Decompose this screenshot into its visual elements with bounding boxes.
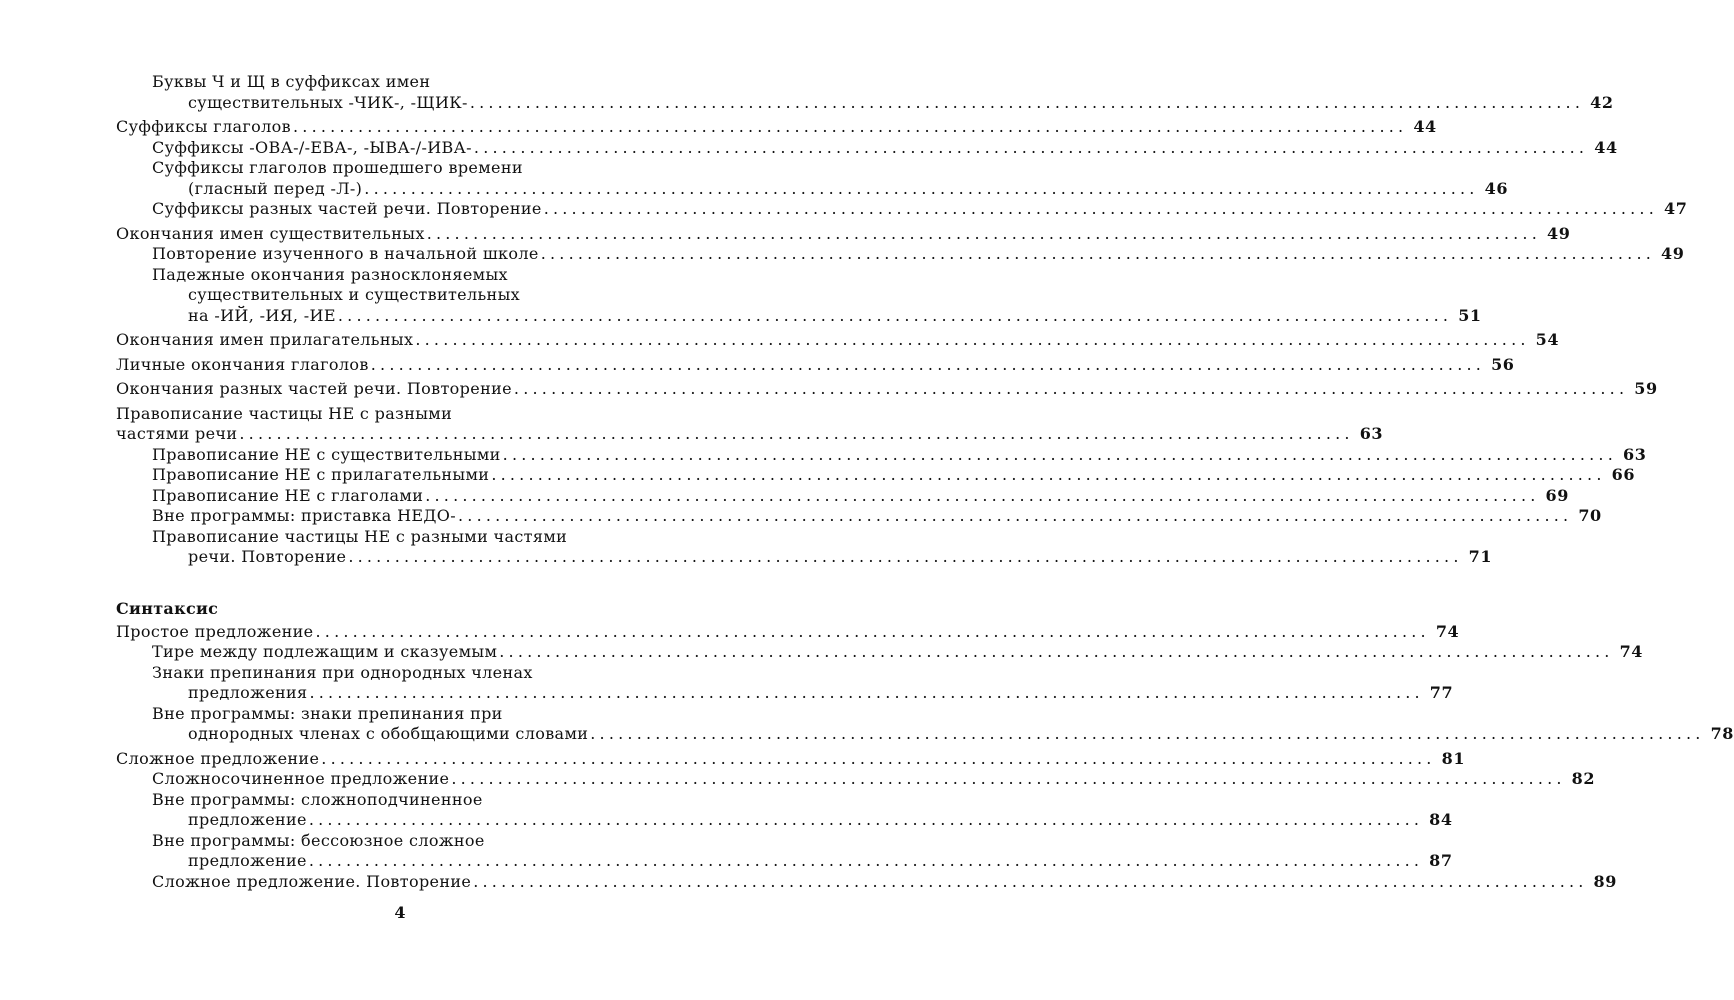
toc-page-number: 56	[1491, 354, 1515, 374]
toc-entry	[116, 662, 1454, 704]
toc-page-number: 46	[1484, 178, 1509, 198]
toc-page-number: 54	[1535, 330, 1560, 349]
toc-entry-text: на -ИЙ, -ИЯ, -ИЕ	[188, 305, 336, 325]
toc-page-number: 47	[1664, 199, 1688, 218]
toc-entry	[116, 642, 1644, 663]
toc-page-number: 78	[1710, 724, 1734, 743]
toc-entry	[116, 703, 1734, 745]
toc-entry-text: Сложное предложение	[116, 748, 320, 768]
dot-leader: ........................................................................................................................	[513, 379, 1629, 398]
dot-leader: ........................................................................................................................	[502, 444, 1617, 464]
dot-leader: ........................................................................................................................	[491, 465, 1606, 484]
toc-entry-text: Правописание НЕ с существительными	[152, 444, 501, 464]
toc-entry-text: Окончания разных частей речи. Повторение	[116, 379, 512, 398]
dot-leader: ........................................................................................................................	[308, 851, 1424, 870]
dot-leader: ........................................................................................................................	[451, 769, 1566, 788]
toc-entry	[116, 244, 1685, 265]
toc-entry	[116, 117, 1437, 138]
dot-leader: ........................................................................................................................	[458, 506, 1573, 525]
dot-leader: ........................................................................................................................	[308, 810, 1424, 829]
toc-entry-text: существительных -ЧИК-, -ЩИК-	[188, 92, 468, 112]
toc-entry-text: Повторение изученного в начальной школе	[152, 244, 539, 263]
toc-entry-text: Правописание частицы НЕ с разными	[116, 403, 453, 423]
toc-page-number: 74	[1619, 642, 1644, 661]
toc-page-number: 44	[1413, 117, 1437, 136]
toc-entry	[116, 769, 1596, 790]
toc-entry-text: частями речи	[116, 424, 238, 443]
toc-entry-row	[116, 621, 1460, 643]
toc-entry	[116, 354, 1515, 376]
toc-entry-text: Вне программы: знаки препинания при	[152, 703, 503, 723]
toc-entry	[116, 403, 1384, 445]
toc-entry-text: Правописание частицы НЕ с разными частями	[152, 526, 568, 546]
toc-entry-text: речи. Повторение	[188, 547, 347, 566]
toc-entry-row	[152, 444, 1647, 466]
dot-leader: ........................................................................................................................	[590, 724, 1705, 743]
toc-entry-row	[152, 810, 1453, 831]
toc-entry-text: Сложносочиненное предложение	[152, 769, 450, 788]
toc-entry-row	[152, 305, 1482, 327]
toc-entry-row	[116, 330, 1560, 351]
toc-entry	[116, 72, 1614, 113]
dot-leader: ........................................................................................................................	[499, 642, 1614, 661]
toc-entry-row	[116, 354, 1515, 376]
toc-entry-text: Суффиксы глаголов	[116, 117, 292, 136]
toc-entry-text: Суффиксы глаголов прошедшего времени	[152, 158, 523, 177]
dot-leader: ........................................................................................................................	[321, 748, 1436, 768]
dot-leader: ........................................................................................................................	[337, 305, 1453, 325]
toc-entry-row	[116, 223, 1571, 245]
table-of-contents	[116, 72, 1734, 892]
dot-leader: ........................................................................................................................	[415, 330, 1530, 349]
dot-leader: ........................................................................................................................	[469, 92, 1585, 112]
dot-leader: ........................................................................................................................	[364, 178, 1479, 198]
dot-leader: ........................................................................................................................	[473, 871, 1588, 891]
page-number: 4	[394, 903, 406, 922]
toc-entry-row	[152, 642, 1644, 663]
toc-page-number: 42	[1590, 92, 1614, 112]
toc-entry-text: Простое предложение	[116, 621, 314, 641]
toc-entry-text: Окончания имен существительных	[116, 223, 425, 243]
dot-leader: ........................................................................................................................	[473, 137, 1589, 157]
toc-entry	[116, 264, 1482, 327]
toc-page-number: 69	[1545, 485, 1569, 505]
toc-page-number: 74	[1435, 621, 1460, 641]
toc-page-number: 87	[1429, 851, 1453, 870]
toc-entry-text: Вне программы: бессоюзное сложное	[152, 830, 485, 850]
toc-entry-text: существительных и существительных	[188, 285, 521, 304]
toc-entry	[116, 830, 1453, 872]
toc-entry	[116, 506, 1602, 527]
toc-entry-text: (гласный перед -Л-)	[188, 178, 363, 198]
toc-entry	[116, 158, 1509, 199]
toc-entry-row	[152, 724, 1734, 745]
toc-entry-row	[116, 424, 1384, 445]
toc-entry-row	[152, 199, 1688, 220]
toc-entry-row	[116, 379, 1658, 400]
toc-entry-text: Правописание НЕ с глаголами	[152, 485, 424, 505]
toc-entry-row	[152, 769, 1596, 790]
dot-leader: ........................................................................................................................	[239, 424, 1354, 443]
toc-entry-row	[152, 851, 1453, 872]
toc-page-number: 63	[1359, 424, 1384, 443]
toc-entry-text: Буквы Ч и Щ в суффиксах имен	[152, 72, 431, 91]
dot-leader: ........................................................................................................................	[370, 354, 1486, 374]
toc-page-number: 59	[1634, 379, 1658, 398]
toc-entry	[116, 444, 1647, 466]
toc-entry	[116, 748, 1466, 770]
dot-leader: ........................................................................................................................	[425, 485, 1540, 505]
toc-entry	[116, 137, 1618, 159]
dot-leader: ........................................................................................................................	[540, 244, 1656, 263]
toc-page-number: 70	[1578, 506, 1602, 525]
toc-page-number: 77	[1429, 683, 1454, 702]
toc-entry-row	[116, 117, 1437, 138]
toc-page-number: 89	[1593, 871, 1618, 891]
toc-entry-text: предложение	[188, 851, 307, 870]
toc-entry-row	[152, 506, 1602, 527]
toc-entry-text: Суффиксы разных частей речи. Повторение	[152, 199, 542, 218]
toc-entry-row	[152, 244, 1685, 265]
toc-page-number: 81	[1441, 748, 1466, 768]
toc-entry-text: однородных членах с обобщающими словами	[188, 724, 589, 743]
toc-entry-row	[152, 871, 1618, 893]
toc-page-number: 49	[1661, 244, 1685, 263]
toc-entry	[116, 330, 1560, 351]
section-title-syntax: Синтаксис	[116, 598, 219, 618]
toc-page-number: 71	[1468, 547, 1493, 566]
toc-entry-text: предложение	[188, 810, 307, 829]
toc-entry	[116, 789, 1453, 831]
toc-entry-text: Суффиксы -ОВА-/-ЕВА-, -ЫВА-/-ИВА-	[152, 137, 472, 157]
toc-entry-text: Знаки препинания при однородных членах	[152, 662, 533, 682]
toc-page-number: 63	[1622, 444, 1647, 464]
toc-entry	[116, 871, 1618, 893]
toc-entry-row	[116, 748, 1466, 770]
toc-list-syntax	[116, 621, 1734, 893]
dot-leader: ........................................................................................................................	[426, 223, 1541, 243]
toc-entry	[116, 223, 1571, 245]
toc-entry-row	[152, 465, 1636, 486]
dot-leader: ........................................................................................................................	[348, 547, 1463, 566]
toc-page-number: 51	[1458, 305, 1482, 325]
toc-entry-row	[152, 547, 1493, 568]
toc-page-number: 66	[1611, 465, 1636, 484]
toc-entry	[116, 526, 1493, 568]
toc-list-morphology	[116, 72, 1688, 568]
toc-entry-row	[152, 178, 1509, 200]
dot-leader: ........................................................................................................................	[315, 621, 1430, 641]
toc-entry-row	[152, 683, 1454, 704]
toc-entry-text: Тире между подлежащим и сказуемым	[152, 642, 498, 661]
dot-leader: ........................................................................................................................	[543, 199, 1658, 218]
toc-page-number: 44	[1594, 137, 1618, 157]
toc-entry-row	[152, 92, 1614, 114]
toc-entry-row	[152, 485, 1569, 507]
toc-entry-text: Сложное предложение. Повторение	[152, 871, 472, 891]
toc-entry-text: Вне программы: приставка НЕДО-	[152, 506, 456, 525]
toc-page-number: 82	[1571, 769, 1596, 788]
toc-entry-row	[152, 137, 1618, 159]
toc-entry-text: предложения	[188, 683, 308, 702]
toc-entry	[116, 465, 1636, 486]
toc-entry	[116, 199, 1688, 220]
toc-entry-text: Вне программы: сложноподчиненное	[152, 789, 483, 809]
toc-entry-text: Личные окончания глаголов	[116, 354, 369, 374]
toc-entry-text: Окончания имен прилагательных	[116, 330, 414, 349]
dot-leader: ........................................................................................................................	[293, 117, 1408, 136]
toc-page-number: 49	[1547, 223, 1571, 243]
toc-entry	[116, 379, 1658, 400]
toc-entry	[116, 621, 1460, 643]
toc-entry-text: Падежные окончания разносклоняемых	[152, 264, 508, 284]
dot-leader: ........................................................................................................................	[309, 683, 1424, 702]
toc-entry	[116, 485, 1569, 507]
toc-page-number: 84	[1429, 810, 1453, 829]
toc-entry-text: Правописание НЕ с прилагательными	[152, 465, 490, 484]
